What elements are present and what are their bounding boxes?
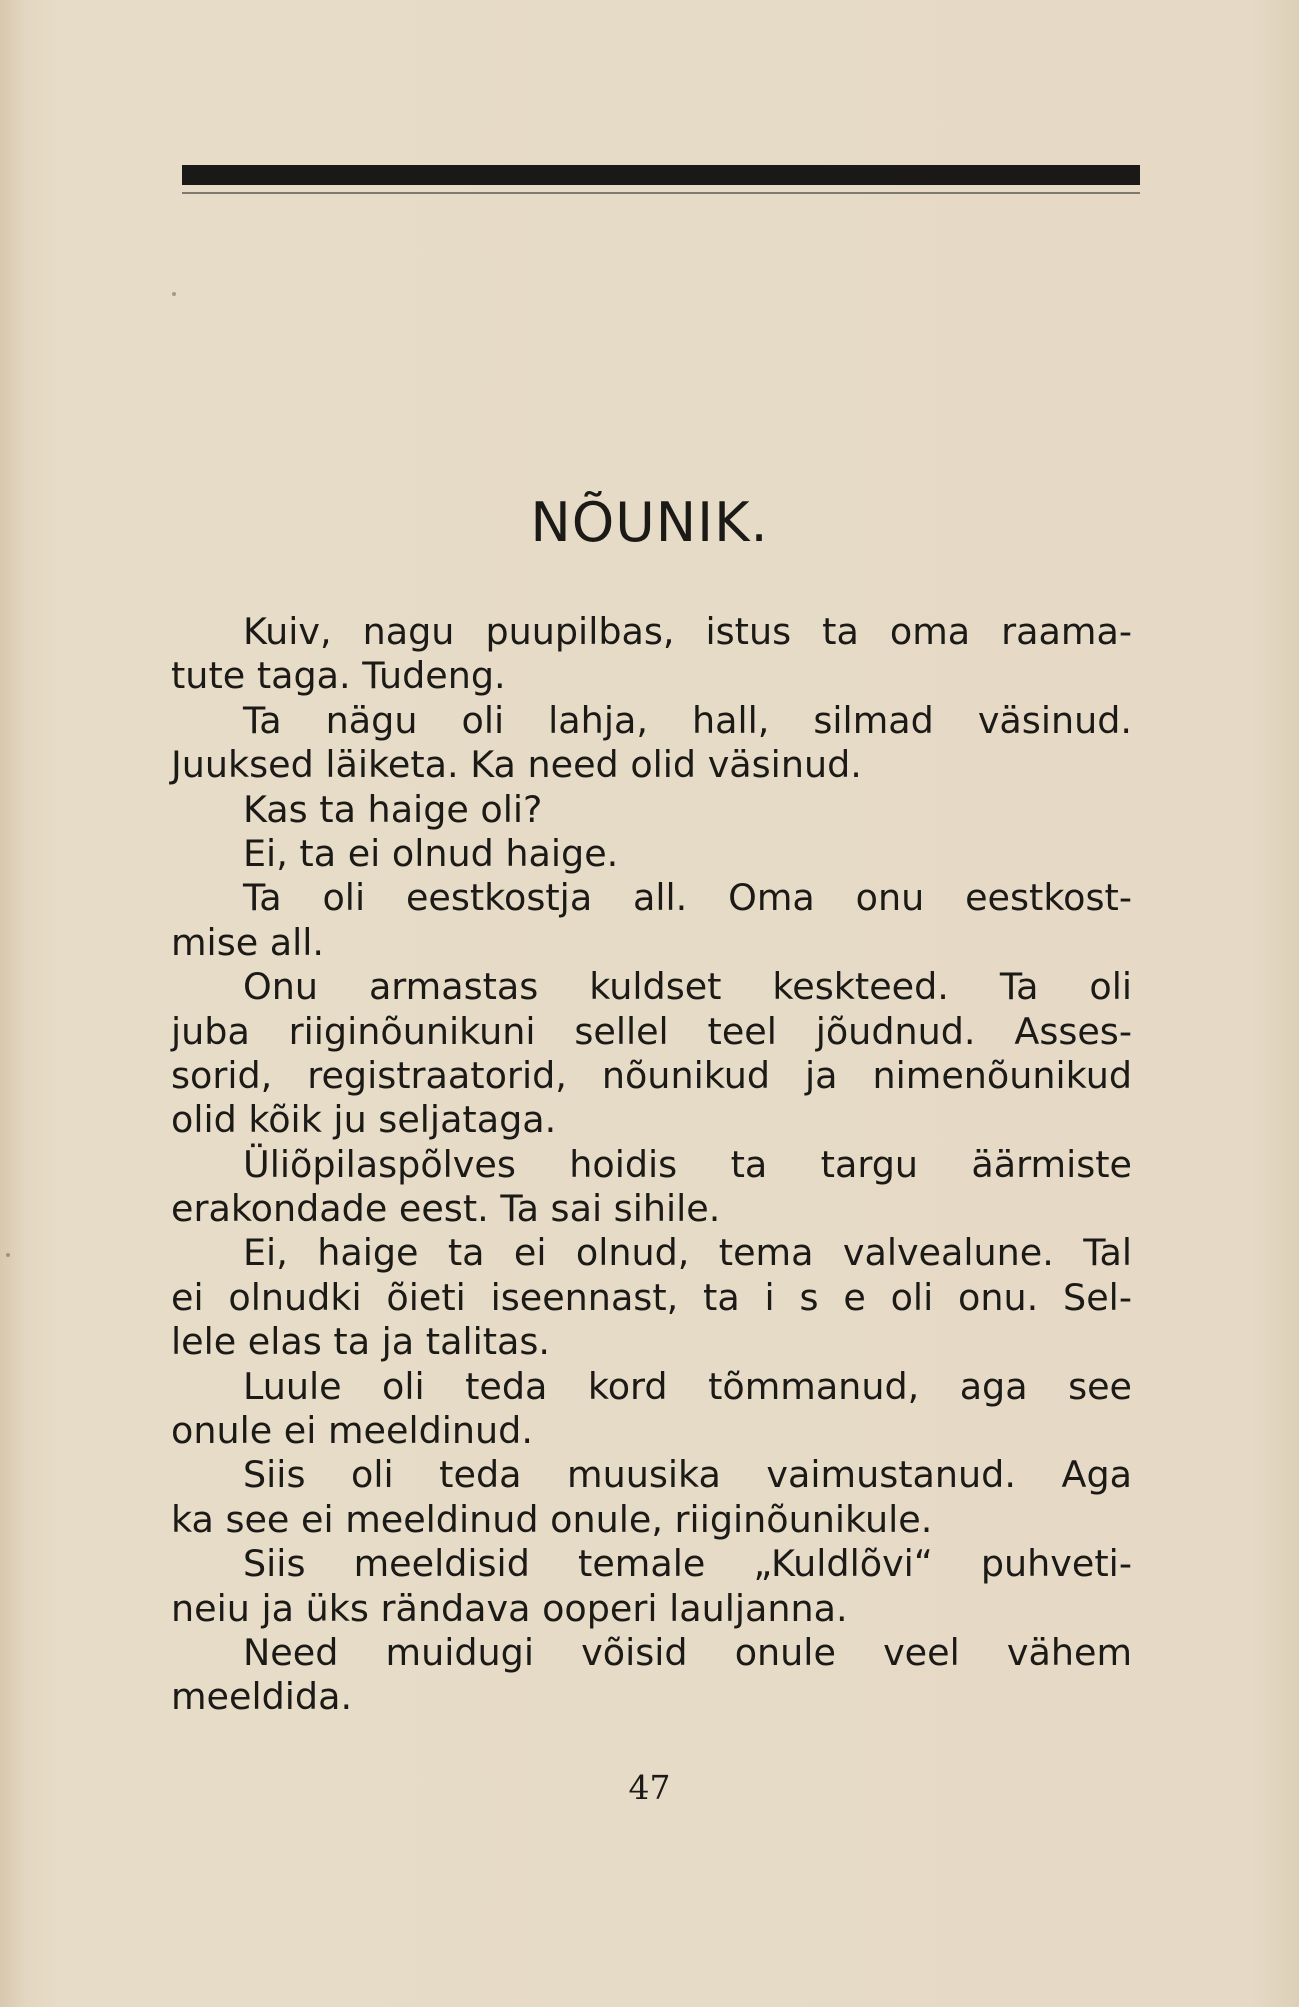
ink-speck [172, 292, 176, 296]
text-line: Kuiv, nagu puupilbas, istus ta oma raama- [243, 610, 1132, 653]
text-line: meeldida. [171, 1675, 353, 1719]
text-line: Luule oli teda kord tõmmanud, aga see [243, 1364, 1132, 1408]
body-text [171, 610, 1132, 1720]
text-line: Juuksed läiketa. Ka need olid väsinud. [171, 743, 862, 787]
ink-speck [6, 1253, 10, 1257]
text-line: Ei, ta ei olnud haige. [243, 831, 619, 875]
text-line: juba riiginõunikuni sellel teel jõudnud. Asses- [171, 1009, 1132, 1053]
top-decorative-rule [182, 165, 1140, 185]
text-line: mise all. [171, 920, 325, 964]
text-line: Ta oli eestkostja all. Oma onu eestkost- [243, 876, 1132, 920]
text-line: Onu armastas kuldset keskteed. Ta oli [243, 965, 1132, 1009]
text-line: Üliõpilaspõlves hoidis ta targu äärmiste [243, 1142, 1132, 1186]
text-line: Siis meeldisid temale „Kuldlõvi“ puhveti- [243, 1542, 1132, 1586]
text-line: Kas ta haige oli? [243, 787, 543, 831]
top-thin-rule [182, 192, 1140, 194]
page-number: 47 [628, 1768, 671, 1807]
text-line: erakondade eest. Ta sai sihile. [171, 1187, 721, 1231]
text-line: Need muidugi võisid onule veel vähem [243, 1630, 1132, 1674]
text-line: Ei, haige ta ei olnud, tema valvealune. Tal [243, 1231, 1132, 1275]
text-line: ka see ei meeldinud onule, riiginõunikule. [171, 1497, 933, 1541]
text-line: Siis oli teda muusika vaimustanud. Aga [243, 1453, 1132, 1497]
text-line: neiu ja üks rändava ooperi lauljanna. [171, 1586, 848, 1630]
text-line: tute taga. Tudeng. [171, 654, 506, 698]
chapter-title: NÕUNIK. [530, 491, 769, 555]
text-line: Ta nägu oli lahja, hall, silmad väsinud. [243, 698, 1132, 742]
text-line: lele elas ta ja talitas. [171, 1320, 551, 1364]
text-line: sorid, registraatorid, nõunikud ja nimenõunikud [171, 1053, 1132, 1097]
text-line: onule ei meeldinud. [171, 1409, 533, 1453]
text-line: ei olnudki õieti iseennast, ta i s e oli onu. Sel- [171, 1275, 1132, 1319]
text-line: olid kõik ju seljataga. [171, 1098, 557, 1142]
